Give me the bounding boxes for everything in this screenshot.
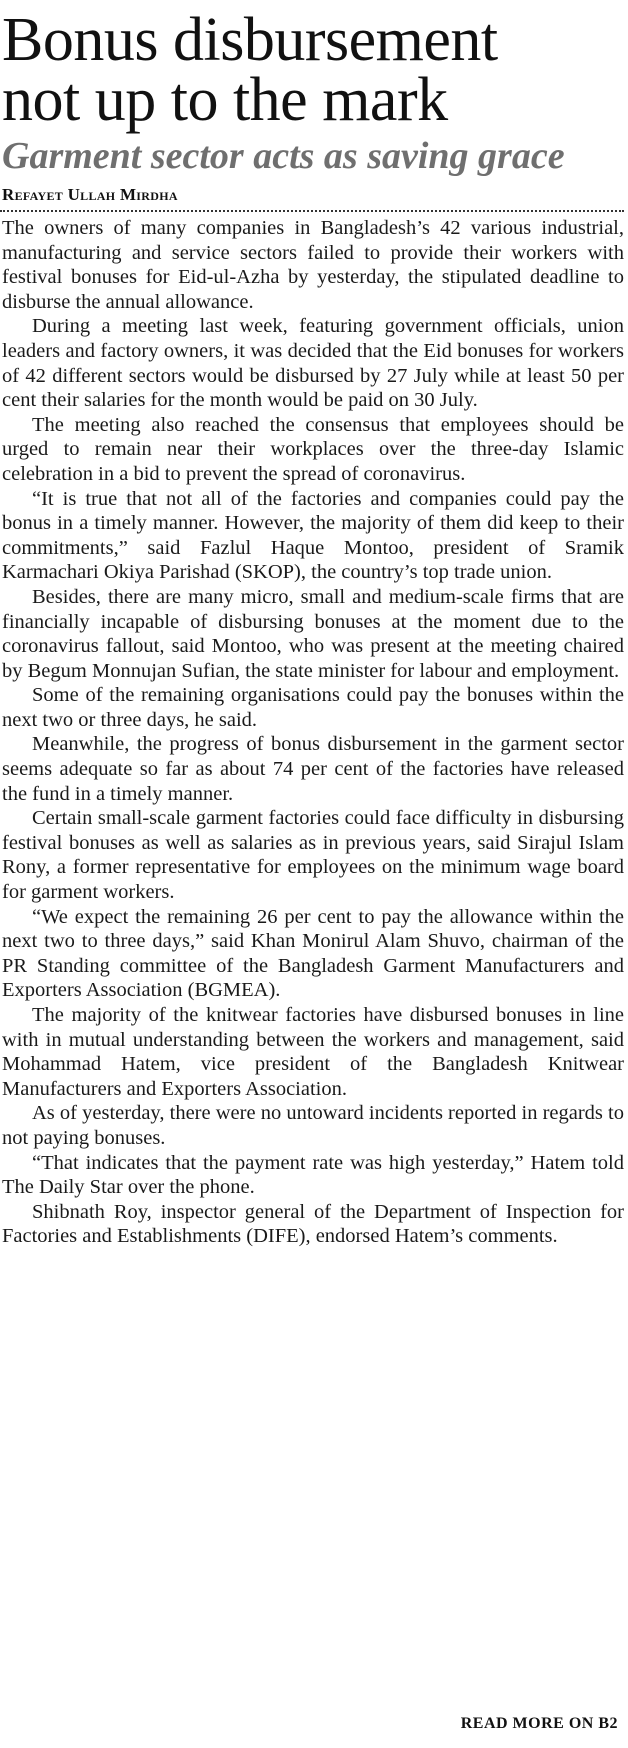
read-more-link[interactable]: READ MORE ON B2 xyxy=(460,1715,618,1732)
article-body xyxy=(0,216,628,1249)
paragraph: Certain small-scale garment factories could face difficulty in disbursing festival bonuses as well as salaries as in previous years, said Sirajul Islam Rony, a former representative for employees on the minimum wage board for garment workers. xyxy=(2,807,624,904)
byline: Refayet Ullah Mirdha xyxy=(2,185,178,204)
paragraph: During a meeting last week, featuring government officials, union leaders and factory owners, it was decided that the Eid bonuses for workers of 42 different sectors would be disbursed by 27 July while at least 50 per cent their salaries for the month would be paid on 30 July. xyxy=(2,315,624,412)
paragraph: The majority of the knitwear factories have disbursed bonuses in line with in mutual understanding between the workers and management, said Mohammad Hatem, vice president of the Bangladesh Knitwear Manufacturers and Exporters Association. xyxy=(2,1004,624,1100)
paragraph: Some of the remaining organisations could pay the bonuses within the next two or three days, he said. xyxy=(2,684,624,731)
headline-line-1: Bonus disbursement xyxy=(2,6,498,74)
paragraph: “It is true that not all of the factories and companies could pay the bonus in a timely manner. However, the majority of them did keep to their commitments,” said Fazlul Haque Montoo, president of Sramik Karmachari Okiya Parishad (SKOP), the country’s top trade union. xyxy=(2,487,624,584)
headline xyxy=(0,0,628,134)
paragraph: Shibnath Roy, inspector general of the Department of Inspection for Factories and Establishments (DIFE), endorsed Hatem’s comments. xyxy=(2,1200,624,1248)
subheadline: Garment sector acts as saving grace xyxy=(2,135,565,177)
paragraph: As of yesterday, there were no untoward incidents reported in regards to not paying bonuses. xyxy=(2,1102,624,1149)
paragraph: Meanwhile, the progress of bonus disbursement in the garment sector seems adequate so far as about 74 per cent of the factories have released the fund in a timely manner. xyxy=(2,733,624,805)
dotted-divider xyxy=(0,210,624,212)
paragraph: Besides, there are many micro, small and medium-scale firms that are financially incapable of disbursing bonuses at the moment due to the coronavirus fallout, said Montoo, who was present at the meeting chaired by Begum Monnujan Sufian, the state minister for labour and employment. xyxy=(2,585,624,682)
paragraph: “That indicates that the payment rate was high yesterday,” Hatem told The Daily Star over the phone. xyxy=(2,1151,624,1199)
headline-line-2: not up to the mark xyxy=(2,66,448,134)
paragraph: The owners of many companies in Bangladesh’s 42 various industrial, manufacturing and service sectors failed to provide their workers with festival bonuses for Eid-ul-Azha by yesterday, the stipulated deadline to disburse the annual allowance. xyxy=(2,217,624,313)
paragraph: The meeting also reached the consensus that employees should be urged to remain near their workplaces over the three-day Islamic celebration in a bid to prevent the spread of coronavirus. xyxy=(2,413,624,485)
paragraph: “We expect the remaining 26 per cent to pay the allowance within the next two to three days,” said Khan Monirul Alam Shuvo, chairman of the PR Standing committee of the Bangladesh Garment Manufacturers and Exporters Association (BGMEA). xyxy=(2,905,624,1002)
